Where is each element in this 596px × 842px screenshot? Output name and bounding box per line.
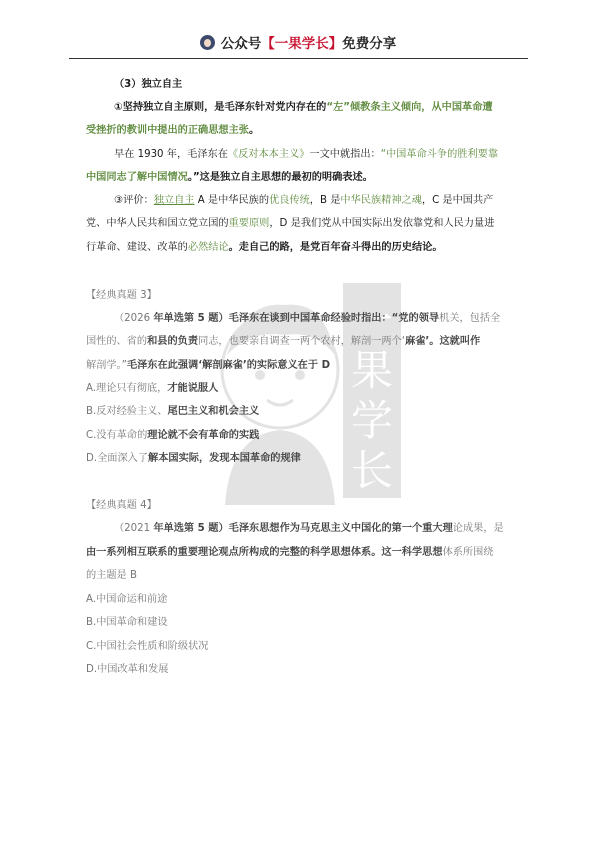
p2-text-a: 早在 1930 年，毛泽东在 — [114, 149, 228, 160]
q3-stem-line-3 — [86, 359, 330, 373]
q3-option-c — [86, 429, 259, 443]
q3-stem-i: 毛泽东在此强调‘解剖麻雀’的实际意义在于 D — [126, 360, 331, 371]
p3-text-d: 优良传统 — [269, 195, 310, 206]
p2-line-1 — [114, 148, 498, 162]
p2-text-e: 中国同志了解中国情况 — [86, 172, 188, 183]
q3-stem-line-1 — [114, 312, 500, 326]
p3-text-i: 重要原则 — [228, 218, 270, 229]
p3-text-l: 必然结论 — [187, 242, 229, 253]
q3-stem-g: 麻雀’。这就叫作 — [405, 336, 481, 347]
header-bracket-close: 】 — [328, 36, 343, 52]
q3-option-b-text-1: B.反对经验主义、 — [86, 406, 168, 417]
p1-text-a: ①坚持独立自主原则，是毛泽东针对党内存在的 — [114, 102, 327, 113]
q4-stem-line-2 — [86, 546, 494, 560]
q3-option-c-text-2: 理论就不会有革命的实践 — [147, 430, 260, 441]
p3-line-1 — [114, 194, 493, 208]
watermark-avatar — [205, 275, 405, 505]
p1-line-2 — [86, 124, 259, 138]
p3-text-k: 行革命、建设、改革的 — [86, 242, 188, 253]
header-brand: 一果学长 — [274, 36, 329, 52]
watermark-char-1: 一 — [350, 296, 394, 345]
q3-option-b — [86, 405, 259, 419]
header-title — [200, 32, 397, 52]
q4-stem-a: （2021 — [114, 523, 154, 534]
q3-stem-d: 国性的、省的 — [86, 336, 148, 347]
q3-stem-h: 解剖学。” — [86, 360, 127, 371]
q3-stem-b: 年单选第 5 题）毛泽东在谈到中国革命经验时指出：“党的领导 — [153, 313, 440, 324]
q3-option-a-text-1: A.理论只有彻底， — [86, 383, 168, 394]
p2-text-d: “中国革命斗争的胜利要靠 — [380, 149, 499, 160]
p2-text-b: 《反对本本主义》 — [227, 149, 310, 160]
q4-stem-d: 由一系列相互联系的重要理论观点所构成的完整的科学思想体系。这一科学思想 — [86, 547, 443, 558]
q3-label: 【经典真题 3】 — [86, 290, 157, 301]
p3-text-c: A 是中华民族的 — [194, 195, 270, 206]
p1-text-b: “左”倾教条主义倾向，从中国革命遭 — [326, 102, 493, 113]
p3-text-g: ，C 是中国共产 — [421, 195, 494, 206]
watermark-char-2: 果 — [350, 346, 394, 395]
q3-option-d — [86, 452, 301, 466]
q4-label: 【经典真题 4】 — [86, 500, 157, 511]
header-bracket-open: 【 — [261, 36, 275, 52]
q3-stem-e: 和县的负责 — [147, 336, 199, 347]
q4-stem-line-1 — [114, 522, 504, 536]
q3-option-c-text-1: C.没有革命的 — [86, 430, 148, 441]
p1-text-c: 受挫折的教训中提出的正确思想主张 — [86, 125, 249, 136]
q4-stem-e: 体系所围绕 — [442, 547, 494, 558]
p3-text-h: 党、中华人民共和国立党立国的 — [86, 218, 229, 229]
p3-line-3 — [86, 241, 443, 255]
q3-option-d-text-1: D.全面深入了 — [86, 453, 149, 464]
q4-option-a: A.中国命运和前途 — [86, 594, 168, 605]
q4-option-d: D.中国改革和发展 — [86, 664, 169, 675]
header-suffix: 免费分享 — [342, 36, 397, 52]
q4-option-c: C.中国社会性质和阶级状况 — [86, 641, 209, 652]
p2-line-2 — [86, 171, 373, 185]
q4-option-b: B.中国革命和建设 — [86, 617, 168, 628]
p3-text-m: 。走自己的路，是党百年奋斗得出的历史结论。 — [228, 242, 443, 253]
q3-stem-f: 同志，也要亲自调查一两个农村，解剖一两个‘ — [198, 336, 406, 347]
p3-text-f: 中华民族精神之魂 — [340, 195, 422, 206]
section-title: （3）独立自主 — [114, 79, 183, 90]
q4-stem-f: 的主题是 B — [86, 570, 137, 581]
q3-stem-line-2 — [86, 335, 480, 349]
q3-option-b-text-2: 尾巴主义和机会主义 — [167, 406, 260, 417]
q3-stem-c: 机关，包括全 — [439, 313, 501, 324]
header-divider — [69, 58, 528, 59]
p3-text-e: ，B 是 — [309, 195, 341, 206]
page-header — [0, 30, 596, 54]
p3-line-2 — [86, 217, 494, 231]
q4-stem-c: 论成果，是 — [452, 523, 504, 534]
q3-stem-a: （2026 — [114, 313, 154, 324]
p2-text-c: 一文中就指出： — [309, 149, 381, 160]
p3-text-a: ③评价： — [114, 195, 154, 206]
q4-stem-line-3 — [86, 569, 137, 583]
q3-option-a-text-2: 才能说服人 — [167, 383, 219, 394]
q3-option-d-text-2: 解本国实际，发现本国革命的规律 — [148, 453, 301, 464]
p3-text-j: ，D 是我们党从中国实际出发依靠党和人民力量进 — [269, 218, 495, 229]
q4-stem-b: 年单选第 5 题）毛泽东思想作为马克思主义中国化的第一个重大理 — [153, 523, 453, 534]
watermark-char-4: 长 — [350, 446, 394, 495]
p3-text-b: 独立自主 — [153, 195, 195, 206]
q3-option-a — [86, 382, 218, 396]
header-prefix: 公众号 — [220, 36, 262, 52]
p2-text-f: 。”这是独立自主思想的最初的明确表述。 — [187, 172, 373, 183]
avatar-icon — [200, 35, 215, 50]
p1-text-d: 。 — [249, 125, 260, 136]
p1-line-1 — [114, 101, 493, 115]
watermark-char-3: 学 — [350, 396, 394, 445]
